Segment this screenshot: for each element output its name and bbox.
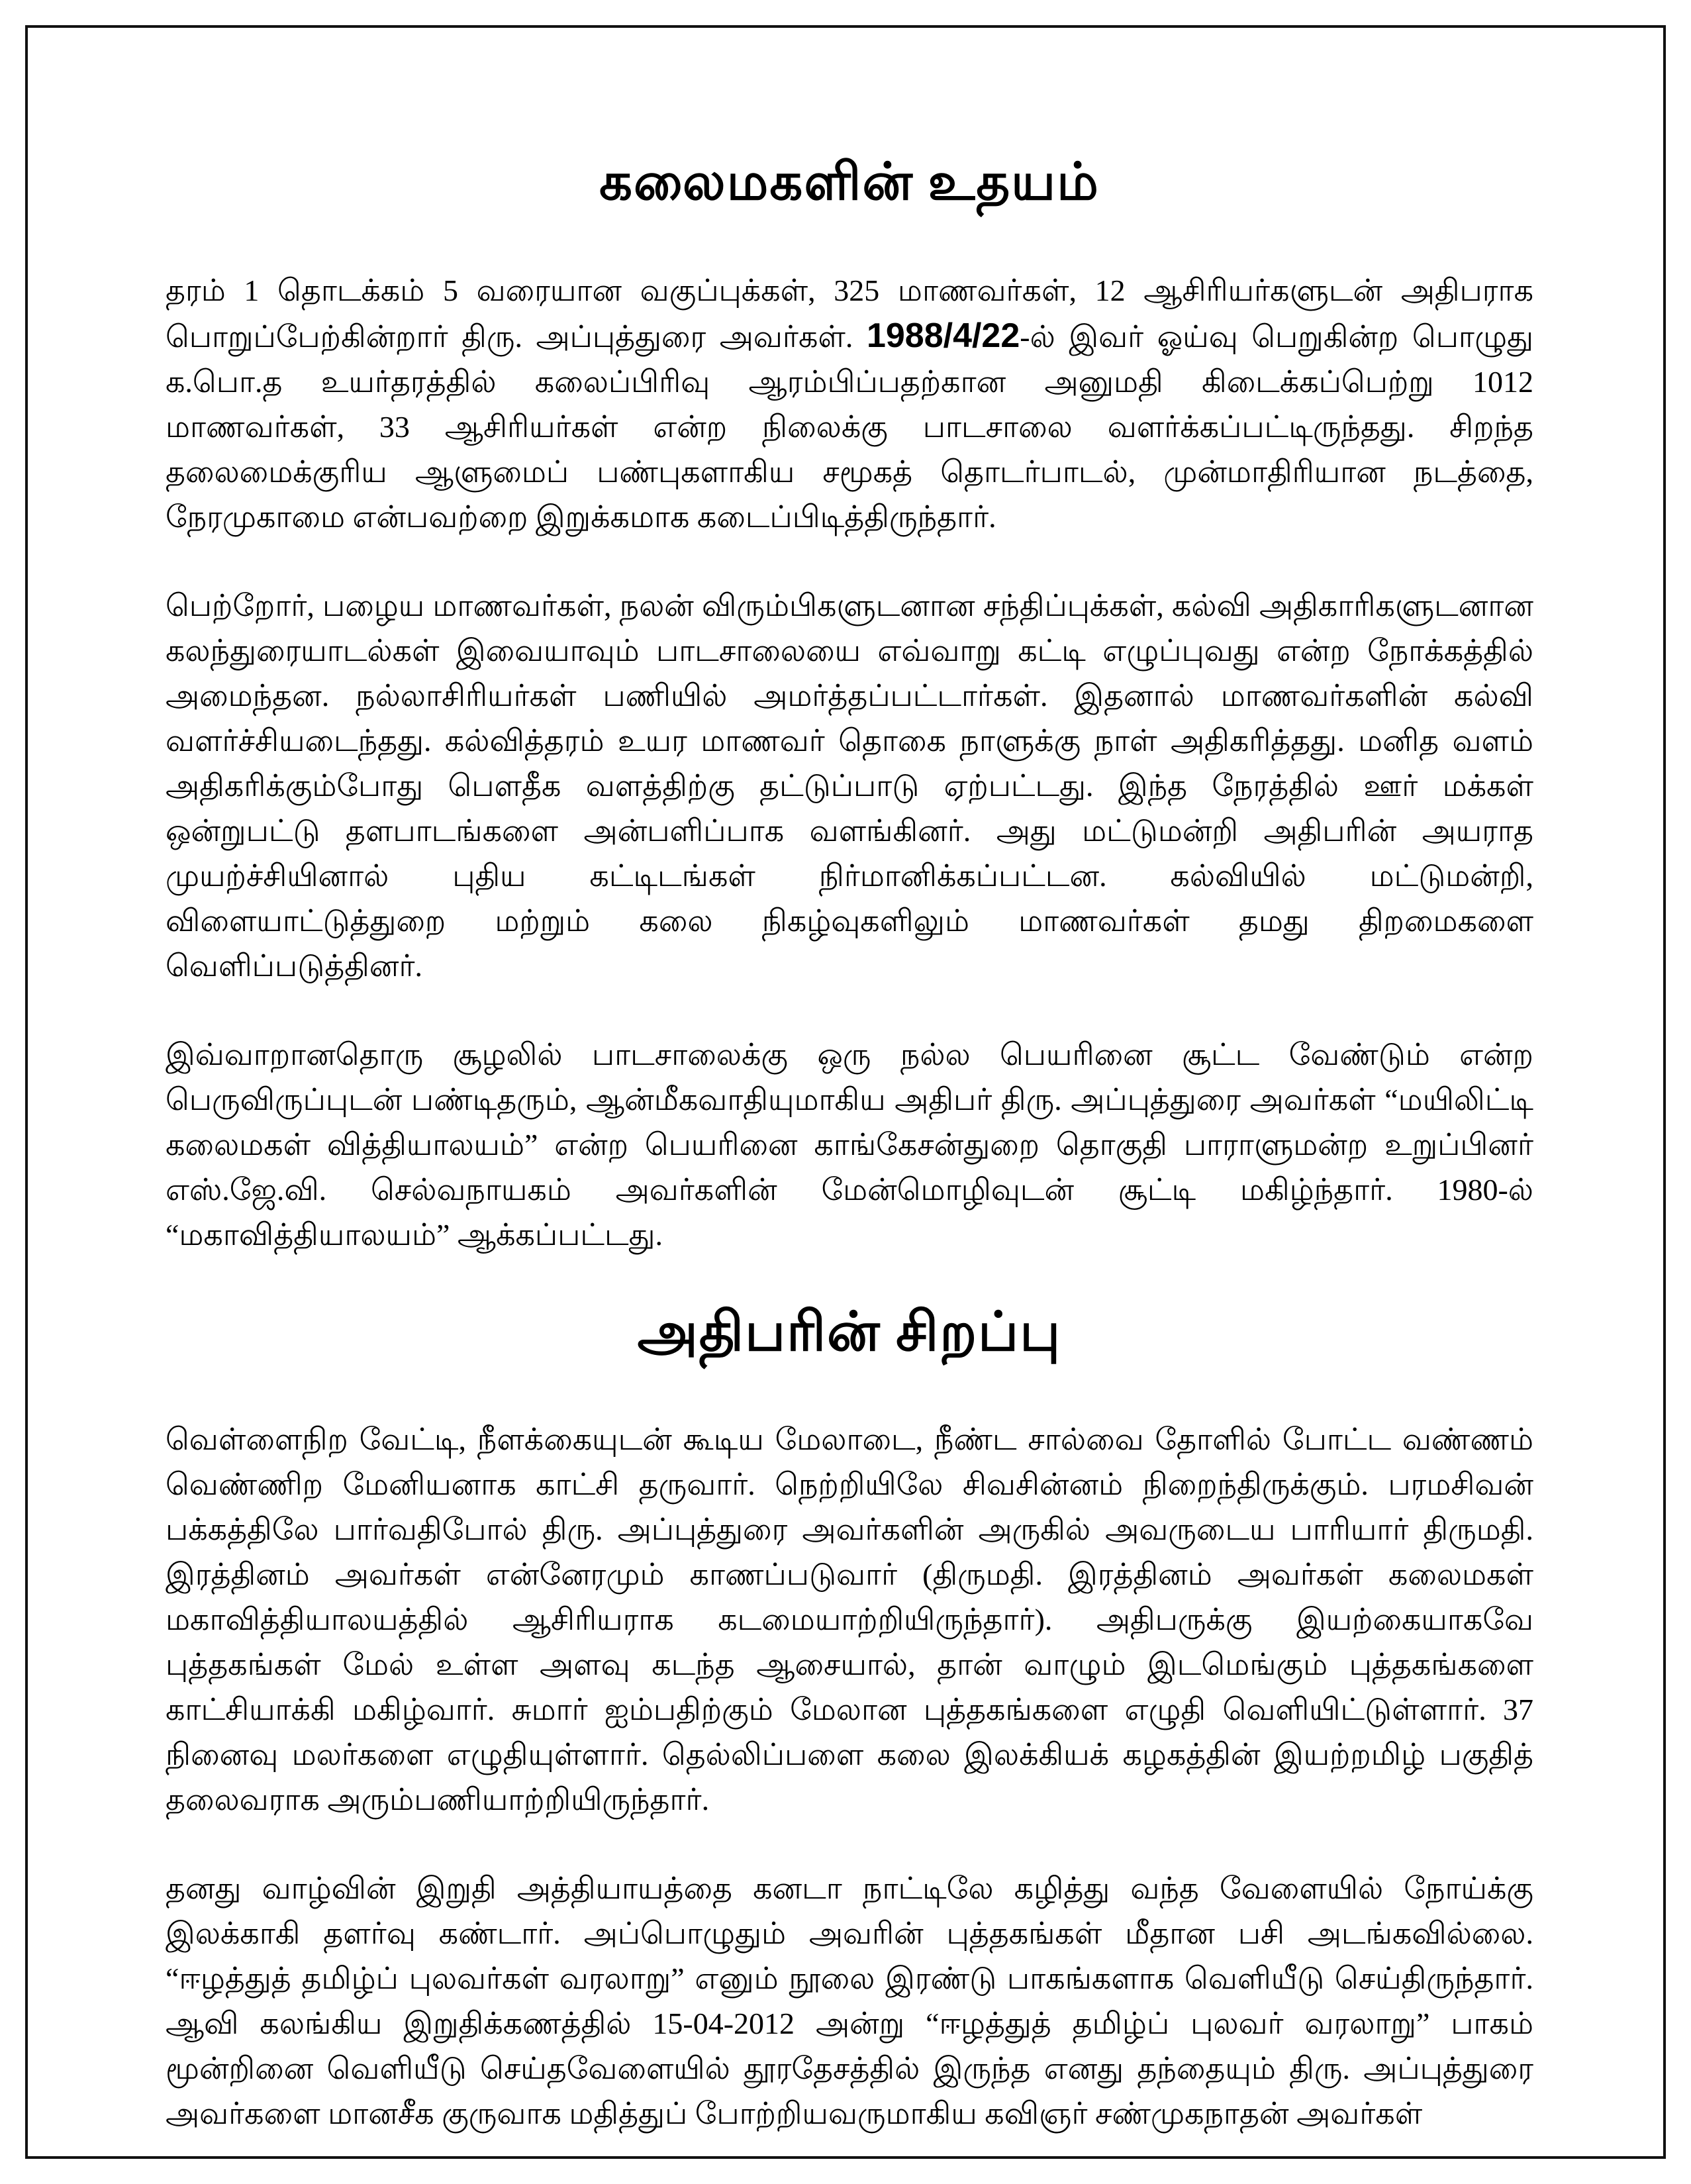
paragraph-1-text-before: தரம் 1 தொடக்கம் 5 வரையான வகுப்புக்கள், 325 மாணவர்கள், 12 ஆசிரியர்களுடன் அதிபராக பொறுப்பேற்கின்றார் திரு. அப்புத்துரை அவர்கள். [166, 273, 1533, 354]
section-title: அதிபரின் சிறப்பு [637, 1302, 1062, 1362]
paragraph-2: பெற்றோர், பழைய மாணவர்கள், நலன் விரும்பிகளுடனான சந்திப்புக்கள், கல்வி அதிகாரிகளுடனான கலந்துரையாடல்கள் இவையாவும் பாடசாலையை எவ்வாறு கட்டி எழுப்புவது என்ற நோக்கத்தில் அமைந்தன. நல்லாசிரியர்கள் பணியில் அமர்த்தப்பட்டார்கள். இதனால் மாணவர்களின் கல்வி வளர்ச்சியடைந்தது. கல்வித்தரம் உயர மாணவர் தொகை நாளுக்கு நாள் அதிகரித்தது. மனித வளம் அதிகரிக்கும்போது பௌதீக வளத்திற்கு தட்டுப்பாடு ஏற்பட்டது. இந்த நேரத்தில் ஊர் மக்கள் ஒன்றுபட்டு தளபாடங்களை அன்பளிப்பாக வளங்கினர். அது மட்டுமன்றி அதிபரின் அயராத முயற்ச்சியினால் புதிய கட்டிடங்கள் நிர்மானிக்கப்பட்டன. கல்வியில் மட்டுமன்றி, விளையாட்டுத்துறை மற்றும் கலை நிகழ்வுகளிலும் மாணவர்கள் தமது திறமைகளை வெளிப்படுத்தினர். [166, 589, 1533, 983]
paragraph-1 [166, 268, 1533, 540]
main-title: கலைமகளின் உதயம் [599, 153, 1100, 211]
paragraph-5: தனது வாழ்வின் இறுதி அத்தியாயத்தை கனடா நாட்டிலே கழித்து வந்த வேளையில் நோய்க்கு இலக்காகி தளர்வு கண்டார். அப்பொழுதும் அவரின் புத்தகங்கள் மீதான பசி அடங்கவில்லை. “ஈழத்துத் தமிழ்ப் புலவர்கள் வரலாறு” எனும் நூலை இரண்டு பாகங்களாக வெளியீடு செய்திருந்தார். ஆவி கலங்கிய இறுதிக்கணத்தில் 15-04-2012 அன்று “ஈழத்துத் தமிழ்ப் புலவர் வரலாறு” பாகம் மூன்றினை வெளியீடு செய்தவேளையில் தூரதேசத்தில் இருந்த எனது தந்தையும் திரு. அப்புத்துரை அவர்களை மானசீக குருவாக மதித்துப் போற்றியவருமாகிய கவிஞர் சண்முகநாதன் அவர்கள் [166, 1871, 1533, 2130]
paragraph-4: வெள்ளைநிற வேட்டி, நீளக்கையுடன் கூடிய மேலாடை, நீண்ட சால்வை தோளில் போட்ட வண்ணம் வெண்ணிற மேனியனாக காட்சி தருவார். நெற்றியிலே சிவசின்னம் நிறைந்திருக்கும். பரமசிவன் பக்கத்திலே பார்வதிபோல் திரு. அப்புத்துரை அவர்களின் அருகில் அவருடைய பாரியார் திருமதி. இரத்தினம் அவர்கள் என்னேரமும் காணப்படுவார் (திருமதி. இரத்தினம் அவர்கள் கலைமகள் மகாவித்தியாலயத்தில் ஆசிரியராக கடமையாற்றியிருந்தார்). அதிபருக்கு இயற்கையாகவே புத்தகங்கள் மேல் உள்ள அளவு கடந்த ஆசையால், தான் வாழும் இடமெங்கும் புத்தகங்களை காட்சியாக்கி மகிழ்வார். சுமார் ஐம்பதிற்கும் மேலான புத்தகங்களை எழுதி வெளியிட்டுள்ளார். 37 நினைவு மலர்களை எழுதியுள்ளார். தெல்லிப்பளை கலை இலக்கியக் கழகத்தின் இயற்றமிழ் பகுதித் தலைவராக அரும்பணியாற்றியிருந்தார். [166, 1422, 1533, 1816]
paragraph-3: இவ்வாறானதொரு சூழலில் பாடசாலைக்கு ஒரு நல்ல பெயரினை சூட்ட வேண்டும் என்ற பெருவிருப்புடன் பண்டிதரும், ஆன்மீகவாதியுமாகிய அதிபர் திரு. அப்புத்துரை அவர்கள் “மயிலிட்டி கலைமகள் வித்தியாலயம்” என்ற பெயரினை காங்கேசன்துறை தொகுதி பாராளுமன்ற உறுப்பினர் எஸ்.ஜே.வி. செல்வநாயகம் அவர்களின் மேன்மொழிவுடன் சூட்டி மகிழ்ந்தார். 1980-ல் “மகாவித்தியாலயம்” ஆக்கப்பட்டது. [166, 1038, 1533, 1252]
paragraph-1-text-after: -ல் இவர் ஓய்வு பெறுகின்ற பொழுது க.பொ.த உயர்தரத்தில் கலைப்பிரிவு ஆரம்பிப்பதற்கான அனுமதி கிடைக்கப்பெற்று 1012 மாணவர்கள், 33 ஆசிரியர்கள் என்ற நிலைக்கு பாடசாலை வளர்க்கப்பட்டிருந்தது. சிறந்த தலைமைக்குரிய ஆளுமைப் பண்புகளாகிய சமூகத் தொடர்பாடல், முன்மாதிரியான நடத்தை, நேரமுகாமை என்பவற்றை இறுக்கமாக கடைப்பிடித்திருந்தார். [166, 320, 1533, 534]
retirement-date: 1988/4/22 [866, 317, 1020, 355]
document-content [166, 152, 1533, 2136]
